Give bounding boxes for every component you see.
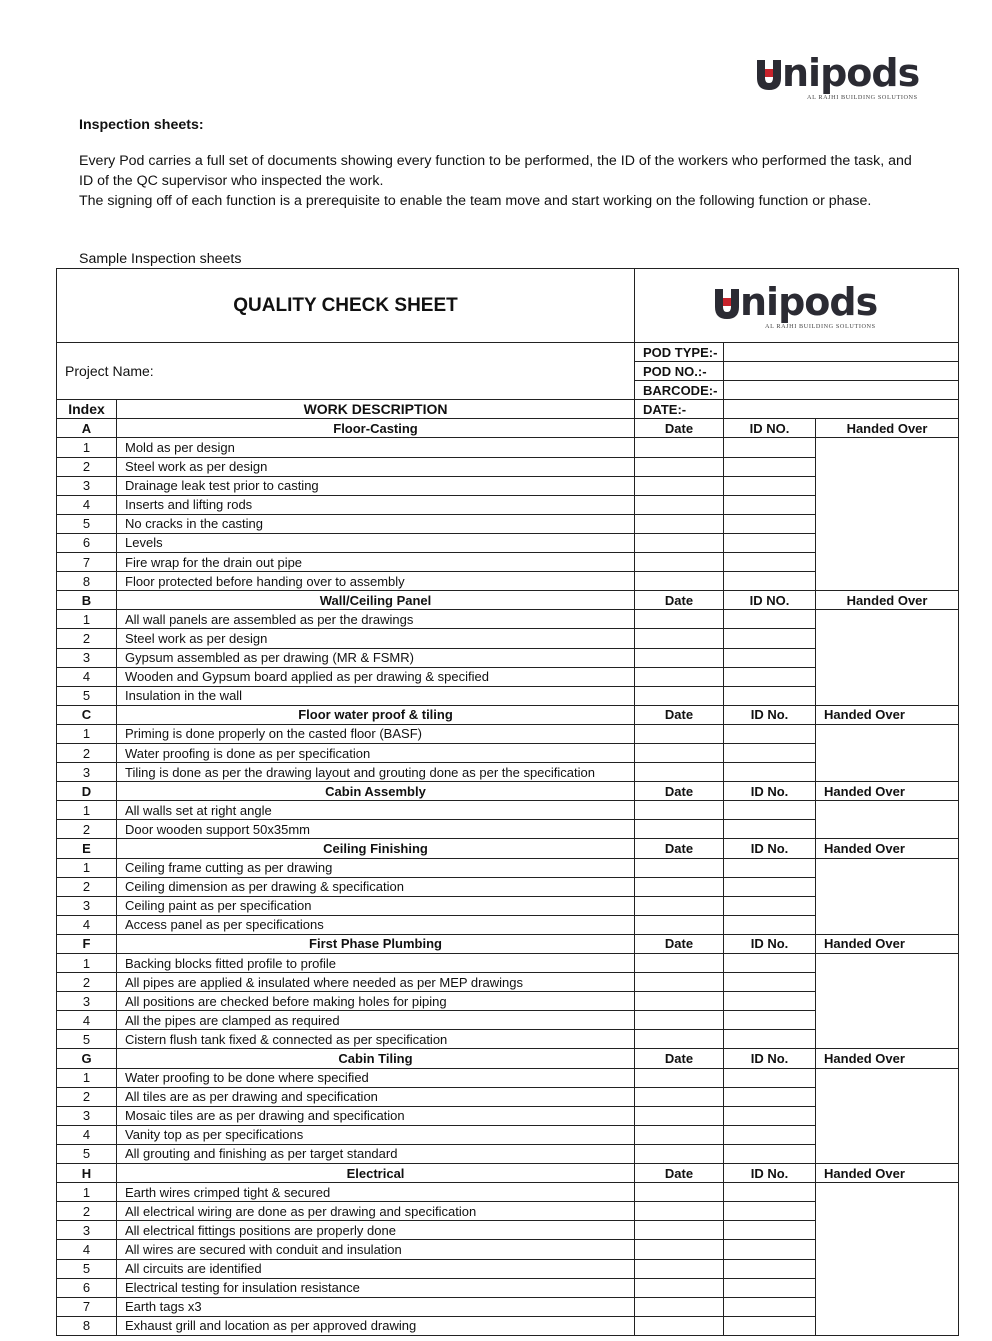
section-header-row [57, 705, 959, 724]
section-title: Floor-Casting [117, 419, 635, 438]
item-number: 5 [57, 686, 117, 705]
item-date-cell[interactable] [635, 648, 724, 667]
item-date-cell[interactable] [635, 553, 724, 572]
handed-over-cell[interactable] [816, 438, 959, 591]
item-description: Tiling is done as per the drawing layout and grouting done as per the specification [117, 763, 635, 782]
date-label: DATE:- [635, 400, 724, 419]
id-column-header: ID No. [724, 1164, 816, 1183]
handed-over-cell[interactable] [816, 954, 959, 1049]
item-number: 4 [57, 915, 117, 934]
item-description: Ceiling paint as per specification [117, 896, 635, 915]
item-id-cell[interactable] [724, 438, 816, 457]
barcode-value[interactable] [724, 381, 959, 400]
handed-over-cell[interactable] [816, 724, 959, 781]
pod-type-value[interactable] [724, 343, 959, 362]
item-description: All circuits are identified [117, 1259, 635, 1278]
item-description: Priming is done properly on the casted floor (BASF) [117, 724, 635, 743]
handed-over-column-header: Handed Over [816, 934, 959, 953]
item-number: 1 [57, 1068, 117, 1087]
section-header-row [57, 419, 959, 438]
item-id-cell[interactable] [724, 1278, 816, 1297]
item-description: All wall panels are assembled as per the drawings [117, 610, 635, 629]
item-description: Mold as per design [117, 438, 635, 457]
date-column-header: Date [635, 1049, 724, 1068]
logo-wordmark: nipods [782, 51, 920, 95]
item-date-cell[interactable] [635, 1030, 724, 1049]
item-date-cell[interactable] [635, 495, 724, 514]
unipods-logo [757, 51, 920, 101]
handed-over-cell[interactable] [816, 858, 959, 934]
item-date-cell[interactable] [635, 514, 724, 533]
item-date-cell[interactable] [635, 610, 724, 629]
item-date-cell[interactable] [635, 1144, 724, 1163]
pod-no-value[interactable] [724, 362, 959, 381]
section-index: C [57, 705, 117, 724]
item-description: Cistern flush tank fixed & connected as per specification [117, 1030, 635, 1049]
item-date-cell[interactable] [635, 1106, 724, 1125]
item-number: 4 [57, 1240, 117, 1259]
item-date-cell[interactable] [635, 992, 724, 1011]
item-number: 1 [57, 610, 117, 629]
item-description: Mosaic tiles are as per drawing and specification [117, 1106, 635, 1125]
item-date-cell[interactable] [635, 457, 724, 476]
section-header-row [57, 934, 959, 953]
item-id-cell[interactable] [724, 1030, 816, 1049]
item-number: 1 [57, 801, 117, 820]
item-description: No cracks in the casting [117, 514, 635, 533]
item-date-cell[interactable] [635, 438, 724, 457]
item-number: 2 [57, 877, 117, 896]
item-description: Wooden and Gypsum board applied as per drawing & specified [117, 667, 635, 686]
item-description: Inserts and lifting rods [117, 495, 635, 514]
item-date-cell[interactable] [635, 533, 724, 552]
item-number: 1 [57, 438, 117, 457]
unipods-u-mark-icon [757, 58, 781, 88]
item-number: 2 [57, 820, 117, 839]
item-number: 7 [57, 553, 117, 572]
item-number: 3 [57, 992, 117, 1011]
item-date-cell[interactable] [635, 686, 724, 705]
item-id-cell[interactable] [724, 763, 816, 782]
item-id-cell[interactable] [724, 1144, 816, 1163]
item-date-cell[interactable] [635, 1087, 724, 1106]
item-date-cell[interactable] [635, 896, 724, 915]
item-number: 3 [57, 763, 117, 782]
item-description: Fire wrap for the drain out pipe [117, 553, 635, 572]
item-description: Door wooden support 50x35mm [117, 820, 635, 839]
item-id-cell[interactable] [724, 629, 816, 648]
section-index: G [57, 1049, 117, 1068]
item-number: 5 [57, 514, 117, 533]
handed-over-column-header: Handed Over [816, 591, 959, 610]
table-row [57, 858, 959, 877]
item-description: All electrical wiring are done as per drawing and specification [117, 1202, 635, 1221]
item-description: All positions are checked before making holes for piping [117, 992, 635, 1011]
table-row [57, 1183, 959, 1202]
item-date-cell[interactable] [635, 667, 724, 686]
section-index: B [57, 591, 117, 610]
item-date-cell[interactable] [635, 1259, 724, 1278]
item-id-cell[interactable] [724, 973, 816, 992]
section-header-row [57, 839, 959, 858]
item-number: 6 [57, 533, 117, 552]
item-number: 3 [57, 648, 117, 667]
section-header-row [57, 782, 959, 801]
item-description: Insulation in the wall [117, 686, 635, 705]
item-id-cell[interactable] [724, 801, 816, 820]
date-column-header: Date [635, 705, 724, 724]
item-number: 3 [57, 1221, 117, 1240]
item-number: 1 [57, 954, 117, 973]
id-column-header: ID No. [724, 782, 816, 801]
handed-over-column-header: Handed Over [816, 1049, 959, 1068]
item-date-cell[interactable] [635, 476, 724, 495]
item-id-cell[interactable] [724, 1221, 816, 1240]
date-column-header: Date [635, 934, 724, 953]
item-description: All the pipes are clamped as required [117, 1011, 635, 1030]
item-date-cell[interactable] [635, 763, 724, 782]
item-number: 3 [57, 896, 117, 915]
item-id-cell[interactable] [724, 572, 816, 591]
item-description: Backing blocks fitted profile to profile [117, 954, 635, 973]
item-description: All pipes are applied & insulated where needed as per MEP drawings [117, 973, 635, 992]
item-description: Steel work as per design [117, 457, 635, 476]
table-unipods-logo [715, 280, 878, 330]
id-column-header: ID No. [724, 839, 816, 858]
item-id-cell[interactable] [724, 820, 816, 839]
item-date-cell[interactable] [635, 1183, 724, 1202]
work-description-header: WORK DESCRIPTION [117, 400, 635, 419]
item-date-cell[interactable] [635, 820, 724, 839]
item-number: 8 [57, 1316, 117, 1335]
item-description: Earth wires crimped tight & secured [117, 1183, 635, 1202]
logo-wordmark: nipods [740, 280, 878, 324]
item-id-cell[interactable] [724, 858, 816, 877]
item-id-cell[interactable] [724, 610, 816, 629]
item-number: 5 [57, 1030, 117, 1049]
handed-over-cell[interactable] [816, 1183, 959, 1336]
item-description: Electrical testing for insulation resistance [117, 1278, 635, 1297]
handed-over-column-header: Handed Over [816, 1164, 959, 1183]
sample-label: Sample Inspection sheets [79, 251, 242, 267]
item-date-cell[interactable] [635, 858, 724, 877]
section-index: E [57, 839, 117, 858]
item-description: All electrical fittings positions are properly done [117, 1221, 635, 1240]
item-id-cell[interactable] [724, 1087, 816, 1106]
index-header: Index [57, 400, 117, 419]
logo-subtitle: AL RAJHI BUILDING SOLUTIONS [765, 323, 876, 330]
section-title: Electrical [117, 1164, 635, 1183]
item-number: 8 [57, 572, 117, 591]
item-number: 2 [57, 1087, 117, 1106]
item-description: Levels [117, 533, 635, 552]
section-title: Floor water proof & tiling [117, 705, 635, 724]
barcode-label: BARCODE:- [635, 381, 724, 400]
table-row [57, 724, 959, 743]
item-number: 3 [57, 1106, 117, 1125]
pod-type-label: POD TYPE:- [635, 343, 724, 362]
item-number: 7 [57, 1297, 117, 1316]
item-number: 3 [57, 476, 117, 495]
date-column-header: Date [635, 839, 724, 858]
section-header-row [57, 1049, 959, 1068]
section-header-row [57, 591, 959, 610]
section-header-row [57, 1164, 959, 1183]
item-description: Vanity top as per specifications [117, 1125, 635, 1144]
table-row [57, 1068, 959, 1087]
item-id-cell[interactable] [724, 1183, 816, 1202]
item-date-cell[interactable] [635, 877, 724, 896]
item-id-cell[interactable] [724, 915, 816, 934]
intro-heading: Inspection sheets: [79, 117, 204, 133]
table-row [57, 438, 959, 457]
item-description: All wires are secured with conduit and insulation [117, 1240, 635, 1259]
id-column-header: ID NO. [724, 419, 816, 438]
item-id-cell[interactable] [724, 495, 816, 514]
item-description: Access panel as per specifications [117, 915, 635, 934]
item-number: 4 [57, 495, 117, 514]
project-name-label: Project Name: [57, 343, 635, 400]
section-index: D [57, 782, 117, 801]
item-date-cell[interactable] [635, 1278, 724, 1297]
id-column-header: ID No. [724, 705, 816, 724]
handed-over-cell[interactable] [816, 610, 959, 705]
item-id-cell[interactable] [724, 877, 816, 896]
item-description: Ceiling dimension as per drawing & specification [117, 877, 635, 896]
item-date-cell[interactable] [635, 1125, 724, 1144]
item-number: 2 [57, 743, 117, 762]
item-date-cell[interactable] [635, 1297, 724, 1316]
item-description: Exhaust grill and location as per approved drawing [117, 1316, 635, 1335]
table-row [57, 610, 959, 629]
intro-paragraph-1: Every Pod carries a full set of documents showing every function to be performed, the ID of the workers who performed the task, and ID of the QC supervisor who inspected the work. [79, 153, 912, 189]
item-date-cell[interactable] [635, 572, 724, 591]
item-date-cell[interactable] [635, 629, 724, 648]
item-date-cell[interactable] [635, 724, 724, 743]
item-description: Steel work as per design [117, 629, 635, 648]
item-id-cell[interactable] [724, 1011, 816, 1030]
item-description: Gypsum assembled as per drawing (MR & FSMR) [117, 648, 635, 667]
item-description: Drainage leak test prior to casting [117, 476, 635, 495]
item-id-cell[interactable] [724, 648, 816, 667]
item-number: 4 [57, 1011, 117, 1030]
item-date-cell[interactable] [635, 1240, 724, 1259]
item-description: All tiles are as per drawing and specification [117, 1087, 635, 1106]
handed-over-cell[interactable] [816, 1068, 959, 1163]
item-date-cell[interactable] [635, 1068, 724, 1087]
item-description: Water proofing to be done where specified [117, 1068, 635, 1087]
item-date-cell[interactable] [635, 1202, 724, 1221]
item-description: Ceiling frame cutting as per drawing [117, 858, 635, 877]
quality-check-table [56, 268, 959, 1336]
item-number: 4 [57, 667, 117, 686]
item-id-cell[interactable] [724, 1202, 816, 1221]
item-date-cell[interactable] [635, 973, 724, 992]
intro-paragraph-2: The signing off of each function is a prerequisite to enable the team move and start working on the following function or phase. [79, 193, 872, 209]
item-number: 5 [57, 1144, 117, 1163]
section-title: First Phase Plumbing [117, 934, 635, 953]
item-number: 1 [57, 724, 117, 743]
section-title: Wall/Ceiling Panel [117, 591, 635, 610]
date-column-header: Date [635, 782, 724, 801]
item-date-cell[interactable] [635, 743, 724, 762]
item-description: Water proofing is done as per specification [117, 743, 635, 762]
unipods-u-mark-icon [715, 287, 739, 317]
item-date-cell[interactable] [635, 1221, 724, 1240]
item-description: Floor protected before handing over to assembly [117, 572, 635, 591]
item-description: Earth tags x3 [117, 1297, 635, 1316]
item-id-cell[interactable] [724, 992, 816, 1011]
date-column-header: Date [635, 1164, 724, 1183]
item-number: 2 [57, 457, 117, 476]
item-id-cell[interactable] [724, 724, 816, 743]
item-id-cell[interactable] [724, 476, 816, 495]
item-id-cell[interactable] [724, 1297, 816, 1316]
item-number: 1 [57, 1183, 117, 1202]
item-number: 5 [57, 1259, 117, 1278]
item-number: 2 [57, 973, 117, 992]
handed-over-column-header: Handed Over [816, 782, 959, 801]
item-id-cell[interactable] [724, 686, 816, 705]
item-id-cell[interactable] [724, 1106, 816, 1125]
item-id-cell[interactable] [724, 1259, 816, 1278]
item-id-cell[interactable] [724, 553, 816, 572]
item-date-cell[interactable] [635, 1011, 724, 1030]
item-id-cell[interactable] [724, 667, 816, 686]
date-value[interactable] [724, 400, 959, 419]
item-id-cell[interactable] [724, 1125, 816, 1144]
item-id-cell[interactable] [724, 954, 816, 973]
section-index: F [57, 934, 117, 953]
section-title: Cabin Assembly [117, 782, 635, 801]
item-id-cell[interactable] [724, 533, 816, 552]
table-row [57, 801, 959, 820]
item-id-cell[interactable] [724, 514, 816, 533]
item-description: All walls set at right angle [117, 801, 635, 820]
item-id-cell[interactable] [724, 1068, 816, 1087]
item-date-cell[interactable] [635, 801, 724, 820]
item-number: 6 [57, 1278, 117, 1297]
item-id-cell[interactable] [724, 896, 816, 915]
id-column-header: ID NO. [724, 591, 816, 610]
handed-over-column-header: Handed Over [816, 419, 959, 438]
item-date-cell[interactable] [635, 954, 724, 973]
item-date-cell[interactable] [635, 915, 724, 934]
item-date-cell[interactable] [635, 1316, 724, 1335]
date-column-header: Date [635, 591, 724, 610]
item-id-cell[interactable] [724, 1240, 816, 1259]
logo-subtitle: AL RAJHI BUILDING SOLUTIONS [807, 94, 918, 101]
handed-over-column-header: Handed Over [816, 839, 959, 858]
handed-over-cell[interactable] [816, 801, 959, 839]
id-column-header: ID No. [724, 1049, 816, 1068]
item-number: 4 [57, 1125, 117, 1144]
section-title: Cabin Tiling [117, 1049, 635, 1068]
handed-over-column-header: Handed Over [816, 705, 959, 724]
item-id-cell[interactable] [724, 743, 816, 762]
section-index: H [57, 1164, 117, 1183]
item-number: 1 [57, 858, 117, 877]
section-title: Ceiling Finishing [117, 839, 635, 858]
item-number: 2 [57, 1202, 117, 1221]
sheet-title: QUALITY CHECK SHEET [57, 269, 635, 343]
pod-no-label: POD NO.:- [635, 362, 724, 381]
item-description: All grouting and finishing as per target standard [117, 1144, 635, 1163]
table-row [57, 954, 959, 973]
item-id-cell[interactable] [724, 457, 816, 476]
date-column-header: Date [635, 419, 724, 438]
item-id-cell[interactable] [724, 1316, 816, 1335]
item-number: 2 [57, 629, 117, 648]
section-index: A [57, 419, 117, 438]
id-column-header: ID No. [724, 934, 816, 953]
